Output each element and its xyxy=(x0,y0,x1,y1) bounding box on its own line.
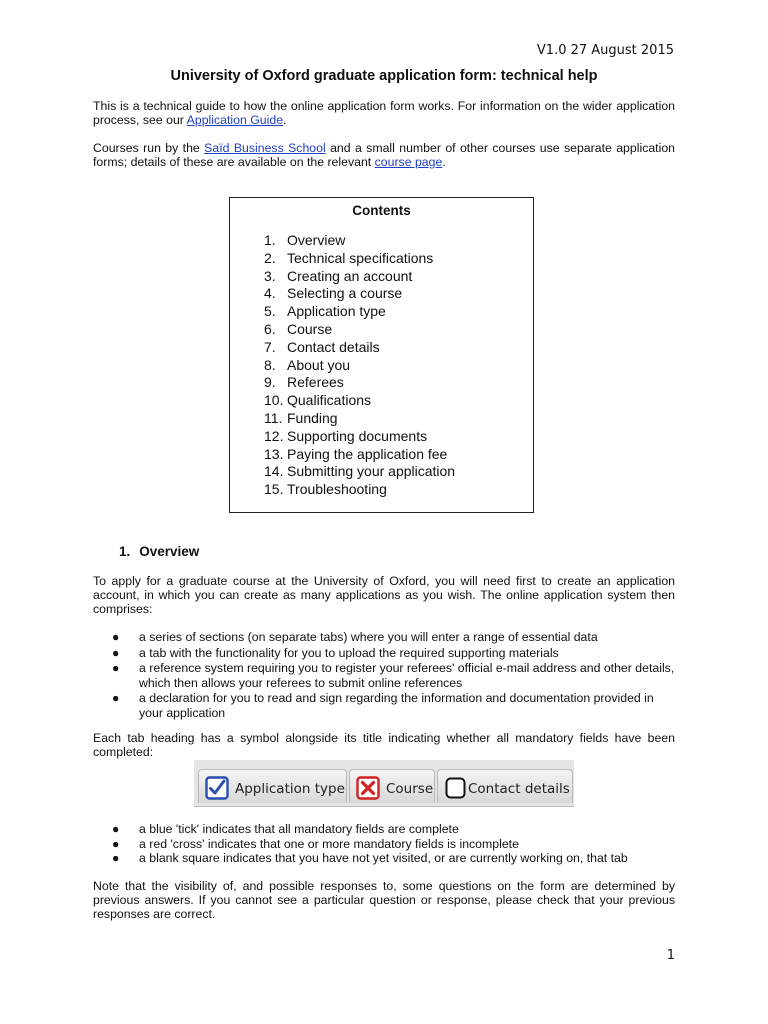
list-item xyxy=(112,630,675,644)
version-date: V1.0 27 August 2015 xyxy=(536,43,674,58)
contents-item-number: 2. xyxy=(264,249,276,266)
contents-item[interactable] xyxy=(264,428,455,446)
list-item-text: a series of sections (on separate tabs) where you will enter a range of essential data xyxy=(139,630,598,644)
section-title: Overview xyxy=(139,544,200,559)
intro-text: This is a technical guide to how the online application form works. For information on the wider application process, see our xyxy=(93,99,675,128)
intro-text: and a small number of other courses use separate application forms; details of these are available on the relevant xyxy=(93,141,676,170)
page-title: University of Oxford graduate application form: technical help xyxy=(170,68,598,84)
bullet-icon: ● xyxy=(112,661,120,676)
list-item-text: a blue 'tick' indicates that all mandatory fields are complete xyxy=(139,822,459,836)
list-item-text: a blank square indicates that you have not yet visited, or are currently working on, that tab xyxy=(139,851,628,866)
page-number: 1 xyxy=(666,948,675,963)
contents-item-label: Creating an account xyxy=(287,267,413,284)
tab-course[interactable] xyxy=(349,769,435,803)
contents-item-number: 7. xyxy=(264,338,276,355)
contents-item[interactable] xyxy=(264,463,455,481)
tab-contact-details[interactable] xyxy=(437,769,573,803)
intro-text: Courses run by the xyxy=(93,141,205,155)
contents-item-label: Contact details xyxy=(287,338,380,355)
contents-item[interactable] xyxy=(264,232,455,250)
intro-end: . xyxy=(283,113,287,128)
contents-item-label: Technical specifications xyxy=(287,249,434,266)
contents-item-label: Funding xyxy=(287,409,338,426)
contents-item[interactable] xyxy=(264,285,455,303)
contents-item-number: 1. xyxy=(264,232,276,248)
contents-item-number: 3. xyxy=(264,267,276,284)
bullet-icon: ● xyxy=(112,851,120,866)
contents-item-number: 6. xyxy=(264,320,276,337)
contents-item-number: 15. xyxy=(264,481,284,498)
bullet-icon: ● xyxy=(112,691,120,706)
contents-item-number: 8. xyxy=(264,356,276,373)
contents-item[interactable] xyxy=(264,357,455,375)
contents-box xyxy=(229,197,534,513)
section-heading-overview xyxy=(119,544,199,559)
contents-item[interactable] xyxy=(264,481,455,499)
tab-application-type[interactable] xyxy=(198,769,347,803)
overview-paragraph-1: To apply for a graduate course at the University of Oxford, you will need first to create an application account, in which you can create as many applications as you wish. The online application system then comprises: xyxy=(93,574,675,617)
blank-square-icon xyxy=(444,776,468,800)
contents-item-label: Referees xyxy=(287,374,344,391)
list-item xyxy=(112,837,675,851)
contents-item-number: 4. xyxy=(264,285,276,302)
course-page-link[interactable]: course page xyxy=(374,155,443,170)
contents-item[interactable] xyxy=(264,321,455,339)
bullet-icon: ● xyxy=(112,645,120,660)
contents-item[interactable] xyxy=(264,392,455,410)
tab-label: Application type xyxy=(235,781,345,797)
list-item-text: a reference system requiring you to register your referees' official e-mail address and other details, which then allows your referees to submit online references xyxy=(139,661,675,690)
list-item-text: a declaration for you to read and sign regarding the information and documentation provided in your application xyxy=(139,691,654,720)
contents-item-label: Application type xyxy=(287,303,386,320)
symbol-bullet-list xyxy=(112,822,675,866)
red-cross-icon xyxy=(356,776,380,800)
intro-paragraph-1 xyxy=(93,99,675,127)
bullet-icon: ● xyxy=(112,836,120,851)
contents-item-label: Course xyxy=(287,320,333,337)
overview-bullet-list xyxy=(112,630,675,720)
contents-item[interactable] xyxy=(264,250,455,268)
application-guide-link[interactable]: Application Guide xyxy=(186,113,284,128)
list-item xyxy=(112,691,675,719)
intro-end: . xyxy=(442,155,446,170)
contents-list xyxy=(264,232,455,499)
contents-item[interactable] xyxy=(264,303,455,321)
bullet-icon: ● xyxy=(112,822,120,836)
section-number: 1. xyxy=(119,544,131,559)
contents-item-label: About you xyxy=(287,356,351,373)
bullet-icon: ● xyxy=(112,630,120,644)
contents-item[interactable] xyxy=(264,374,455,392)
contents-item-label: Selecting a course xyxy=(287,285,403,302)
list-item xyxy=(112,822,675,836)
contents-item-number: 11. xyxy=(264,409,283,426)
overview-paragraph-2: Each tab heading has a symbol alongside its title indicating whether all mandatory fields have been completed: xyxy=(93,731,675,760)
said-business-school-link[interactable]: Saïd Business School xyxy=(204,141,326,155)
contents-item[interactable] xyxy=(264,446,455,464)
contents-item[interactable] xyxy=(264,410,455,428)
contents-item-label: Supporting documents xyxy=(287,427,428,444)
contents-item-label: Qualifications xyxy=(287,392,372,409)
contents-item-label: Paying the application fee xyxy=(287,445,448,462)
list-item xyxy=(112,661,675,689)
intro-paragraph-2 xyxy=(93,141,675,169)
contents-item[interactable] xyxy=(264,339,455,357)
tab-label: Course xyxy=(386,781,434,797)
contents-item-number: 13. xyxy=(264,445,284,462)
list-item xyxy=(112,646,675,660)
contents-item-number: 12. xyxy=(264,427,284,444)
list-item-text: a tab with the functionality for you to upload the required supporting materials xyxy=(139,645,559,660)
tab-headings-example xyxy=(194,760,574,807)
contents-title: Contents xyxy=(352,203,411,218)
blue-tick-icon xyxy=(205,776,229,800)
contents-item-label: Troubleshooting xyxy=(287,481,387,498)
contents-item-number: 5. xyxy=(264,303,276,320)
list-item xyxy=(112,851,675,865)
contents-item[interactable] xyxy=(264,268,455,286)
contents-item-label: Submitting your application xyxy=(287,463,456,480)
contents-item-number: 9. xyxy=(264,374,276,391)
contents-item-number: 14. xyxy=(264,463,284,480)
tab-label: Contact details xyxy=(468,781,570,797)
contents-item-number: 10. xyxy=(264,392,284,409)
overview-paragraph-3: Note that the visibility of, and possible responses to, some questions on the form are determined by previous answers. If you cannot see a particular question or response, please check that your previous responses are correct. xyxy=(93,879,675,922)
contents-item-label: Overview xyxy=(287,232,346,248)
list-item-text: a red 'cross' indicates that one or more mandatory fields is incomplete xyxy=(139,836,519,851)
